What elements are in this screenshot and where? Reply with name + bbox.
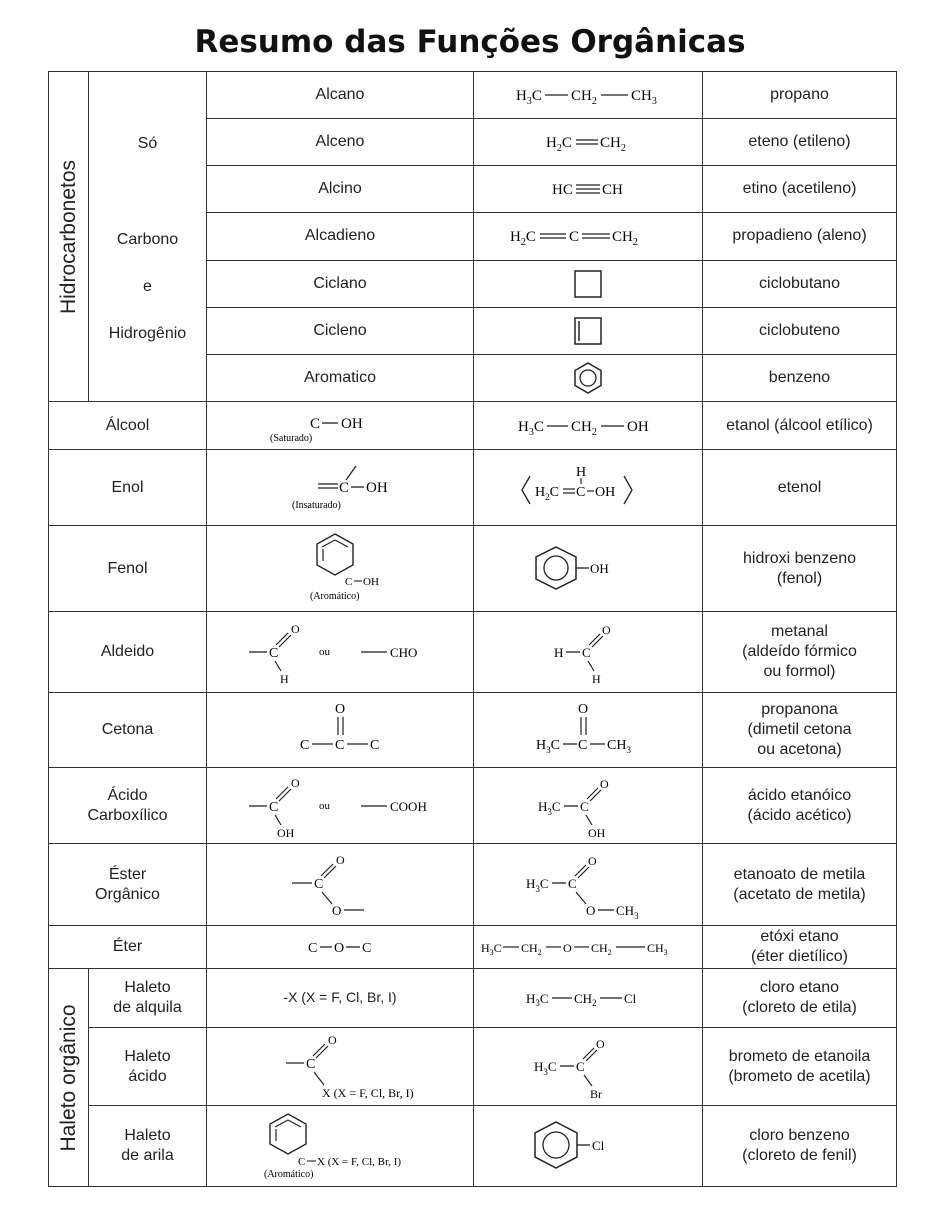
general-formula-haleto-arila bbox=[207, 1106, 474, 1187]
svg-text:C: C bbox=[298, 1156, 306, 1168]
svg-text:C: C bbox=[569, 229, 580, 246]
function-name: Cicleno bbox=[207, 307, 474, 354]
svg-text:H2C: $H_2C$ bbox=[535, 484, 559, 502]
formula-acido-etanoico bbox=[474, 768, 703, 844]
svg-text:CH: CH bbox=[602, 182, 623, 199]
formula-brometo-de-etanoila bbox=[474, 1028, 703, 1106]
svg-text:Br: Br bbox=[590, 1086, 602, 1101]
example-name: cloro etano (cloreto de etila) bbox=[703, 969, 897, 1028]
svg-text:H3C: $H_3C$ bbox=[518, 418, 544, 438]
table-row bbox=[49, 612, 897, 693]
svg-text:O: O bbox=[588, 853, 597, 868]
function-name: Haleto ácido bbox=[89, 1028, 207, 1106]
example-name: etino (acetileno) bbox=[703, 166, 897, 213]
formula-metanal bbox=[474, 612, 703, 693]
function-name: Haleto de alquila bbox=[89, 969, 207, 1028]
svg-text:C: C bbox=[306, 1056, 316, 1072]
example-name: metanal (aldeído fórmico ou formol) bbox=[703, 612, 897, 693]
svg-text:C: C bbox=[308, 941, 318, 956]
example-name: propadieno (aleno) bbox=[703, 213, 897, 260]
svg-text:H3C: $H_3C$ bbox=[526, 875, 549, 894]
svg-text:OH: OH bbox=[590, 560, 609, 576]
svg-text:O: O bbox=[578, 702, 589, 717]
table-row bbox=[49, 768, 897, 844]
svg-text:O: O bbox=[335, 702, 346, 717]
general-formula-cetona bbox=[207, 693, 474, 768]
function-name: Ciclano bbox=[207, 260, 474, 307]
function-name: Álcool bbox=[49, 402, 207, 450]
function-name: Fenol bbox=[49, 526, 207, 612]
svg-text:CH2: $CH_2$ bbox=[600, 135, 626, 155]
formula-caption: (Insaturado) bbox=[292, 499, 341, 511]
formula-etanoato-de-metila bbox=[474, 844, 703, 926]
svg-text:CH3: $CH_3$ bbox=[631, 88, 657, 108]
table-row bbox=[49, 844, 897, 926]
example-name: brometo de etanoila (brometo de acetila) bbox=[703, 1028, 897, 1106]
example-name: propanona (dimetil cetona ou acetona) bbox=[703, 693, 897, 768]
function-name: Enol bbox=[49, 450, 207, 526]
svg-text:H3C: $H_3C$ bbox=[481, 941, 502, 957]
svg-text:Cl: Cl bbox=[624, 991, 637, 1006]
svg-text:H3C: $H_3C$ bbox=[538, 798, 561, 817]
svg-text:OH: OH bbox=[588, 825, 606, 840]
svg-text:O: O bbox=[596, 1036, 605, 1051]
svg-text:CH3: $CH_3$ bbox=[616, 902, 639, 921]
svg-text:O: O bbox=[328, 1032, 337, 1047]
svg-text:H3C: $H_3C$ bbox=[526, 991, 549, 1008]
general-formula-haleto-alquila: -X (X = F, Cl, Br, I) bbox=[207, 969, 474, 1028]
example-name: propano bbox=[703, 72, 897, 119]
table-row bbox=[49, 1106, 897, 1187]
example-name: cloro benzeno (cloreto de fenil) bbox=[703, 1106, 897, 1187]
svg-text:OH: OH bbox=[277, 825, 295, 840]
svg-text:CH2: $CH_2$ bbox=[571, 418, 597, 438]
svg-text:CH3: $CH_3$ bbox=[647, 941, 668, 957]
formula-etanol bbox=[474, 402, 703, 450]
description-line: Só bbox=[137, 135, 158, 152]
general-formula-fenol bbox=[207, 526, 474, 612]
svg-text:C: C bbox=[310, 415, 321, 432]
or-label: ou bbox=[319, 799, 330, 812]
formula-alcano bbox=[474, 72, 703, 119]
svg-text:C: C bbox=[269, 799, 279, 815]
svg-text:OH: OH bbox=[366, 479, 388, 496]
general-formula-acido bbox=[207, 768, 474, 844]
svg-text:Cl: Cl bbox=[592, 1138, 605, 1153]
formula-fenol-example bbox=[474, 526, 703, 612]
formula-alceno bbox=[474, 119, 703, 166]
svg-text:HC: HC bbox=[552, 182, 573, 199]
ciclobutano-structure-icon bbox=[474, 260, 703, 307]
formula-caption: (Saturado) bbox=[270, 432, 313, 444]
svg-text:CH2: $CH_2$ bbox=[521, 941, 542, 957]
function-name: Haleto de arila bbox=[89, 1106, 207, 1187]
svg-text:OH: OH bbox=[363, 575, 379, 588]
svg-text:C: C bbox=[576, 484, 586, 500]
organic-functions-table bbox=[48, 71, 897, 1187]
formula-cloro-etano bbox=[474, 969, 703, 1028]
svg-text:CH2: $CH_2$ bbox=[591, 941, 612, 957]
example-name: etanol (álcool etílico) bbox=[703, 402, 897, 450]
svg-text:CHO: CHO bbox=[390, 645, 418, 660]
svg-text:H: H bbox=[280, 672, 289, 686]
table-row bbox=[49, 926, 897, 969]
svg-text:H: H bbox=[554, 645, 564, 660]
svg-text:O: O bbox=[563, 941, 572, 955]
svg-text:H: H bbox=[592, 672, 601, 686]
formula-caption: X (X = F, Cl, Br, I) bbox=[317, 1156, 402, 1168]
general-formula-alcool bbox=[207, 402, 474, 450]
example-name: benzeno bbox=[703, 354, 897, 401]
example-name: ciclobuteno bbox=[703, 307, 897, 354]
svg-text:O: O bbox=[291, 622, 300, 636]
formula-propanona bbox=[474, 693, 703, 768]
svg-text:OH: OH bbox=[627, 418, 649, 435]
example-name: hidroxi benzeno (fenol) bbox=[703, 526, 897, 612]
function-name: Alcano bbox=[207, 72, 474, 119]
svg-text:O: O bbox=[291, 775, 300, 790]
group-label-hidrocarbonetos: Hidrocarbonetos bbox=[49, 72, 89, 402]
svg-text:C: C bbox=[269, 646, 279, 661]
svg-text:COOH: COOH bbox=[390, 798, 427, 814]
function-name: Éter bbox=[49, 926, 207, 969]
general-formula-eter bbox=[207, 926, 474, 969]
svg-text:C: C bbox=[370, 738, 380, 753]
formula-caption: (Aromático) bbox=[310, 590, 360, 602]
general-formula-ester bbox=[207, 844, 474, 926]
example-name: ácido etanóico (ácido acético) bbox=[703, 768, 897, 844]
general-formula-haleto-acido bbox=[207, 1028, 474, 1106]
function-name: Ácido Carboxílico bbox=[49, 768, 207, 844]
ciclobuteno-structure-icon bbox=[474, 307, 703, 354]
svg-text:O: O bbox=[586, 902, 596, 918]
description-line: Carbono bbox=[116, 231, 179, 248]
svg-text:O: O bbox=[336, 852, 345, 867]
table-row bbox=[49, 72, 897, 119]
svg-text:CH2: $CH_2$ bbox=[571, 88, 597, 108]
function-name: Alcadieno bbox=[207, 213, 474, 260]
svg-text:C: C bbox=[339, 479, 350, 496]
table-row bbox=[49, 402, 897, 450]
svg-text:C: C bbox=[576, 1058, 585, 1074]
svg-text:C: C bbox=[300, 738, 310, 753]
formula-caption: X (X = F, Cl, Br, I) bbox=[322, 1085, 414, 1100]
svg-text:OH: OH bbox=[341, 415, 363, 432]
svg-text:CH2: $CH_2$ bbox=[612, 229, 638, 249]
svg-text:O: O bbox=[600, 776, 609, 791]
svg-text:C: C bbox=[314, 876, 324, 892]
svg-text:H: H bbox=[576, 464, 587, 480]
formula-caption: (Aromático) bbox=[264, 1169, 314, 1180]
benzene-ring-icon bbox=[474, 354, 703, 401]
example-name: etenol bbox=[703, 450, 897, 526]
svg-text:C: C bbox=[335, 738, 345, 753]
function-name: Alceno bbox=[207, 119, 474, 166]
svg-text:H3C: $H_3C$ bbox=[534, 1058, 557, 1077]
general-formula-aldeido bbox=[207, 612, 474, 693]
svg-text:CH3: $CH_3$ bbox=[607, 738, 631, 755]
svg-text:CH2: $CH_2$ bbox=[574, 991, 597, 1008]
svg-text:C: C bbox=[362, 941, 372, 956]
svg-text:O: O bbox=[602, 623, 611, 637]
table-row bbox=[49, 693, 897, 768]
formula-etoxi-etano bbox=[474, 926, 703, 969]
table-row bbox=[49, 526, 897, 612]
function-name: Alcino bbox=[207, 166, 474, 213]
table-row bbox=[49, 969, 897, 1028]
description-line: e bbox=[143, 278, 152, 295]
svg-text:C: C bbox=[582, 645, 591, 660]
function-name: Éster Orgânico bbox=[49, 844, 207, 926]
function-name: Cetona bbox=[49, 693, 207, 768]
svg-text:H3C: $H_3C$ bbox=[536, 738, 560, 755]
svg-text:H2C: $H_2C$ bbox=[546, 135, 572, 155]
or-label: ou bbox=[319, 646, 330, 658]
formula-cloro-benzeno bbox=[474, 1106, 703, 1187]
group-label-haleto-organico: Haleto orgânico bbox=[49, 969, 89, 1187]
example-name: ciclobutano bbox=[703, 260, 897, 307]
svg-text:C: C bbox=[580, 798, 589, 814]
formula-etenol bbox=[474, 450, 703, 526]
formula-alcadieno bbox=[474, 213, 703, 260]
svg-text:H3C: $H_3C$ bbox=[516, 88, 542, 108]
example-name: etanoato de metila (acetato de metila) bbox=[703, 844, 897, 926]
svg-text:H2C: $H_2C$ bbox=[510, 229, 536, 249]
formula-alcino bbox=[474, 166, 703, 213]
example-name: etóxi etano (éter dietílico) bbox=[703, 926, 897, 969]
general-formula-enol bbox=[207, 450, 474, 526]
svg-text:C: C bbox=[568, 875, 577, 891]
hidrocarbonetos-description bbox=[89, 72, 207, 402]
page-title: Resumo das Funções Orgânicas bbox=[194, 24, 746, 60]
function-name: Aromatico bbox=[207, 354, 474, 401]
description-line: Hidrogênio bbox=[108, 325, 187, 342]
svg-text:O: O bbox=[334, 941, 345, 956]
svg-text:C: C bbox=[578, 738, 588, 753]
svg-text:O: O bbox=[332, 902, 342, 918]
table-row bbox=[49, 1028, 897, 1106]
example-name: eteno (etileno) bbox=[703, 119, 897, 166]
svg-text:OH: OH bbox=[595, 484, 616, 500]
function-name: Aldeido bbox=[49, 612, 207, 693]
table-row bbox=[49, 450, 897, 526]
svg-text:C: C bbox=[345, 575, 353, 588]
